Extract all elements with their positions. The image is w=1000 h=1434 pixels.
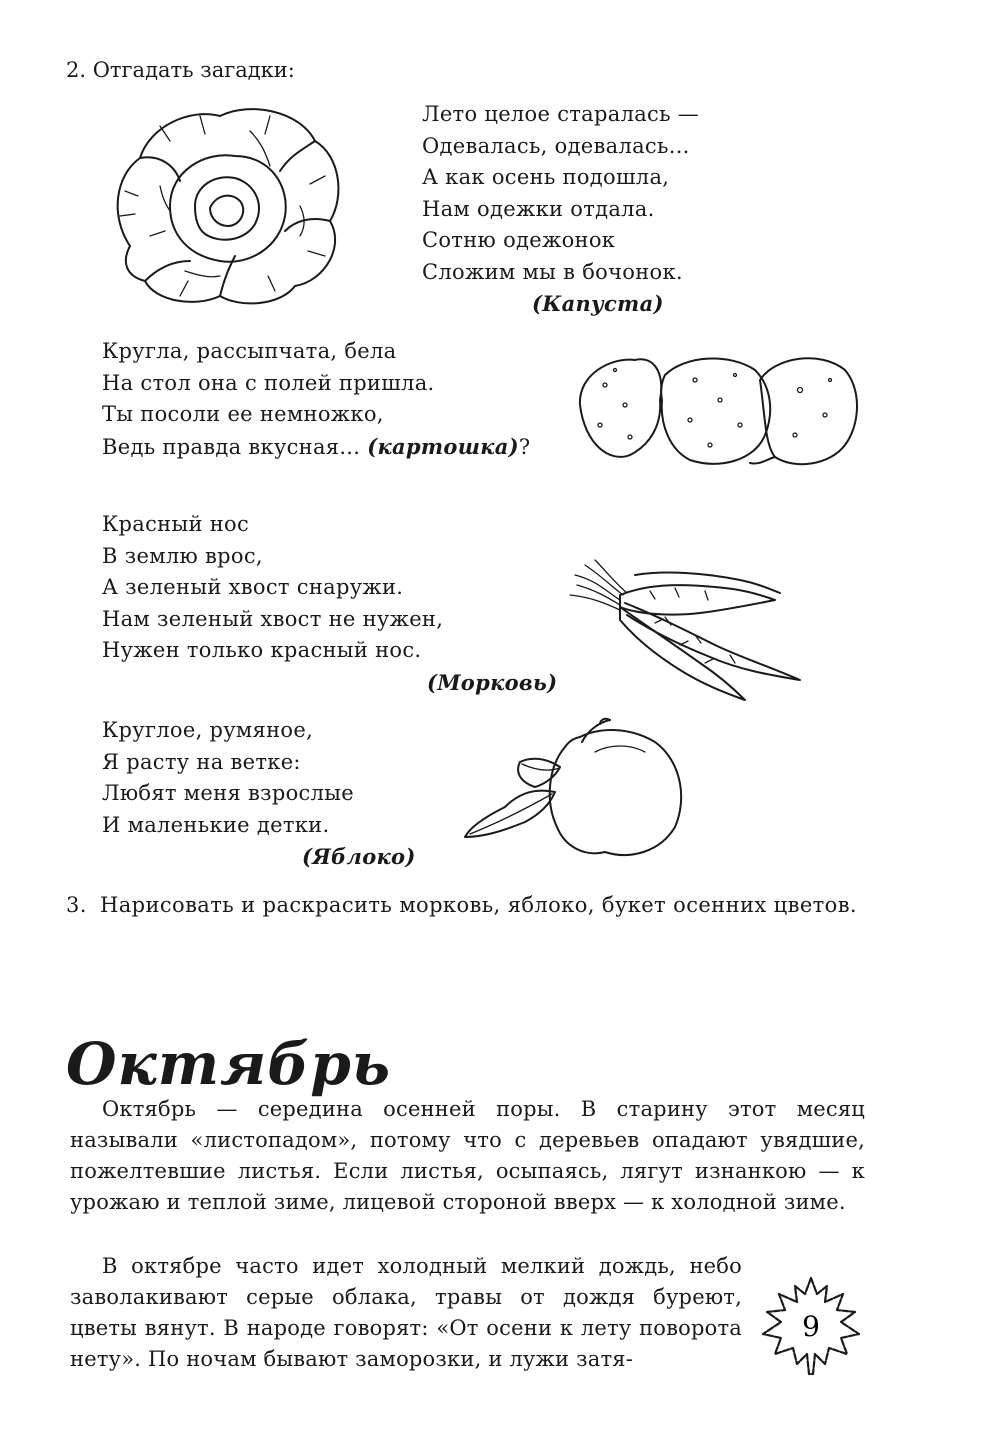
riddle-potato: [102, 336, 530, 463]
riddle-apple: [102, 715, 416, 873]
riddle-line: На стол она с полей пришла.: [102, 370, 435, 395]
riddle-line: Я расту на ветке:: [102, 749, 301, 774]
riddle-cabbage: [422, 99, 699, 320]
riddle-line: В землю врос,: [102, 543, 263, 568]
riddle-line: Ты посоли ее немножко,: [102, 402, 384, 426]
task-2-heading: 2. Отгадать загадки:: [66, 58, 295, 82]
riddle-line: Сложим мы в бочонок.: [422, 259, 683, 284]
riddle-line: Нам зеленый хвост не нужен,: [102, 606, 444, 631]
paragraph: [70, 1094, 865, 1218]
riddle-line-suffix: ?: [518, 434, 531, 459]
riddle-line: Одевалась, одевалась...: [422, 133, 690, 158]
task-3: [66, 889, 866, 922]
page-number: 9: [802, 1310, 820, 1343]
riddle-answer: (Капуста): [532, 291, 664, 316]
riddle-carrot: [102, 509, 557, 698]
riddle-line: А как осень подошла,: [422, 165, 670, 189]
potatoes-illustration: [570, 345, 865, 475]
riddle-line: Любят меня взрослые: [102, 781, 354, 805]
cabbage-illustration: [100, 96, 350, 316]
riddle-line: Красный нос: [102, 512, 250, 536]
riddle-answer: (картошка): [367, 433, 519, 459]
paragraph: [70, 1251, 742, 1375]
paragraph-text: В октябре часто идет холодный мелкий дождь, небо заволакивают серые облака, травы от дождя буреют, цветы вянут. В народе говорят: «От осени к лету поворота нету». По ночам бывают заморозки, и лужи затя-: [70, 1254, 742, 1371]
riddle-line: Сотню одежонок: [422, 228, 616, 252]
task-3-text: Нарисовать и раскрасить морковь, яблоко, букет осенних цветов.: [100, 893, 858, 917]
riddle-line: Лето целое старалась —: [422, 102, 700, 126]
riddle-line: Круглое, румяное,: [102, 718, 314, 742]
apple-illustration: [460, 712, 690, 862]
riddle-line: Кругла, рассыпчата, бела: [102, 339, 397, 363]
riddle-line: Нужен только красный нос.: [102, 638, 422, 662]
riddle-line-prefix: Ведь правда вкусная...: [102, 434, 368, 459]
paragraph-text: Октябрь — середина осенней поры. В старину этот месяц называли «листопадом», потому что с деревьев опадают увядшие, пожелтевшие листья. Если листья, осыпаясь, лягут изнанкою — к урожаю и теплой зиме, лицевой стороной вверх — к холодной зиме.: [70, 1097, 865, 1214]
riddle-line: Нам одежки отдала.: [422, 196, 655, 221]
riddle-line: А зеленый хвост снаружи.: [102, 575, 404, 599]
riddle-line: И маленькие детки.: [102, 812, 330, 837]
task-3-number: 3.: [66, 893, 87, 917]
riddle-answer: (Яблоко): [302, 844, 416, 869]
carrots-illustration: [565, 555, 810, 710]
section-title: Октябрь: [66, 1030, 392, 1098]
riddle-line: [102, 431, 530, 464]
page-number-badge: [755, 1270, 867, 1380]
riddle-answer: (Морковь): [427, 669, 558, 695]
